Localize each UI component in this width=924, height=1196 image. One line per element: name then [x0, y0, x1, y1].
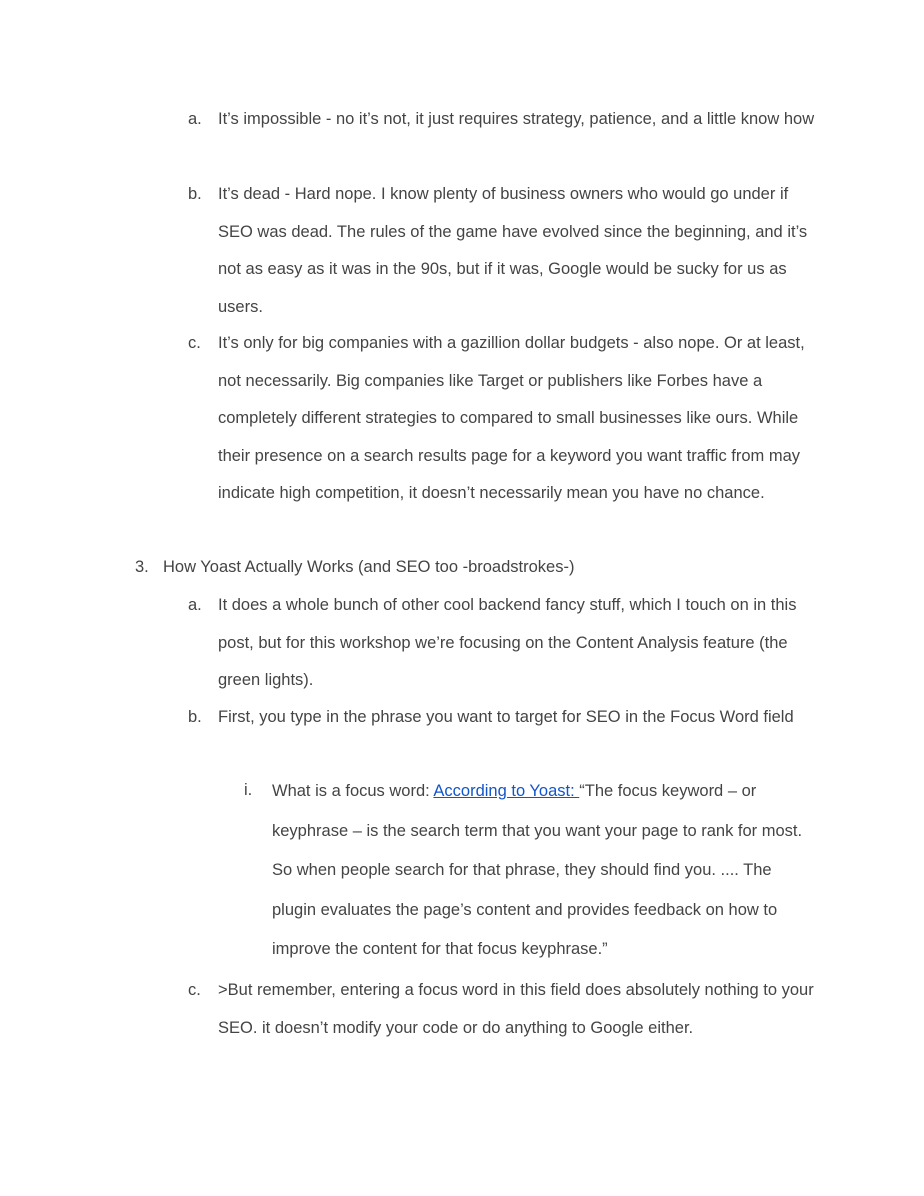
section-heading: How Yoast Actually Works (and SEO too -broadstrokes-) — [163, 558, 575, 576]
list-item-text: First, you type in the phrase you want to target for SEO in the Focus Word field — [218, 708, 794, 726]
list-item-text: It does a whole bunch of other cool backend fancy stuff, which I touch on in this post, but for this workshop we’re focusing on the Content Analysis feature (the green lights). — [218, 596, 797, 689]
focus-word-label: What is a focus word: — [272, 782, 434, 800]
list-marker: c. — [188, 981, 201, 999]
list-marker: c. — [188, 334, 201, 352]
list-marker: 3. — [135, 558, 149, 576]
list-marker: b. — [188, 185, 202, 203]
list-marker: a. — [188, 596, 202, 614]
list-item-text: It’s impossible - no it’s not, it just requires strategy, patience, and a little know how — [218, 110, 815, 128]
list-marker: i. — [244, 781, 253, 799]
list-marker: a. — [188, 110, 202, 128]
list-item-text — [272, 772, 817, 970]
yoast-quote: “The focus keyword – or keyphrase – is the search term that you want your page to rank for most. So when people search for that phrase, they should find you. .... The plugin evaluates the page’s content and provides feedback on how to improve the content for that focus keyphrase.” — [272, 782, 803, 958]
list-marker: b. — [188, 708, 202, 726]
list-item-text: It’s only for big companies with a gazillion dollar budgets - also nope. Or at least, not necessarily. Big companies like Target or publishers like Forbes have a completely different strategies to compared to small businesses like ours. While their presence on a search results page for a keyword you want traffic from may indicate high competition, it doesn’t necessarily mean you have no chance. — [218, 334, 805, 502]
yoast-link[interactable]: According to Yoast: — [433, 782, 580, 800]
list-item-text: >But remember, entering a focus word in this field does absolutely nothing to your SEO. it doesn’t modify your code or do anything to Google either. — [218, 981, 814, 1037]
list-item-text: It’s dead - Hard nope. I know plenty of business owners who would go under if SEO was dead. The rules of the game have evolved since the beginning, and it’s not as easy as it was in the 90s, but if it was, Google would be sucky for us as users. — [218, 185, 808, 316]
